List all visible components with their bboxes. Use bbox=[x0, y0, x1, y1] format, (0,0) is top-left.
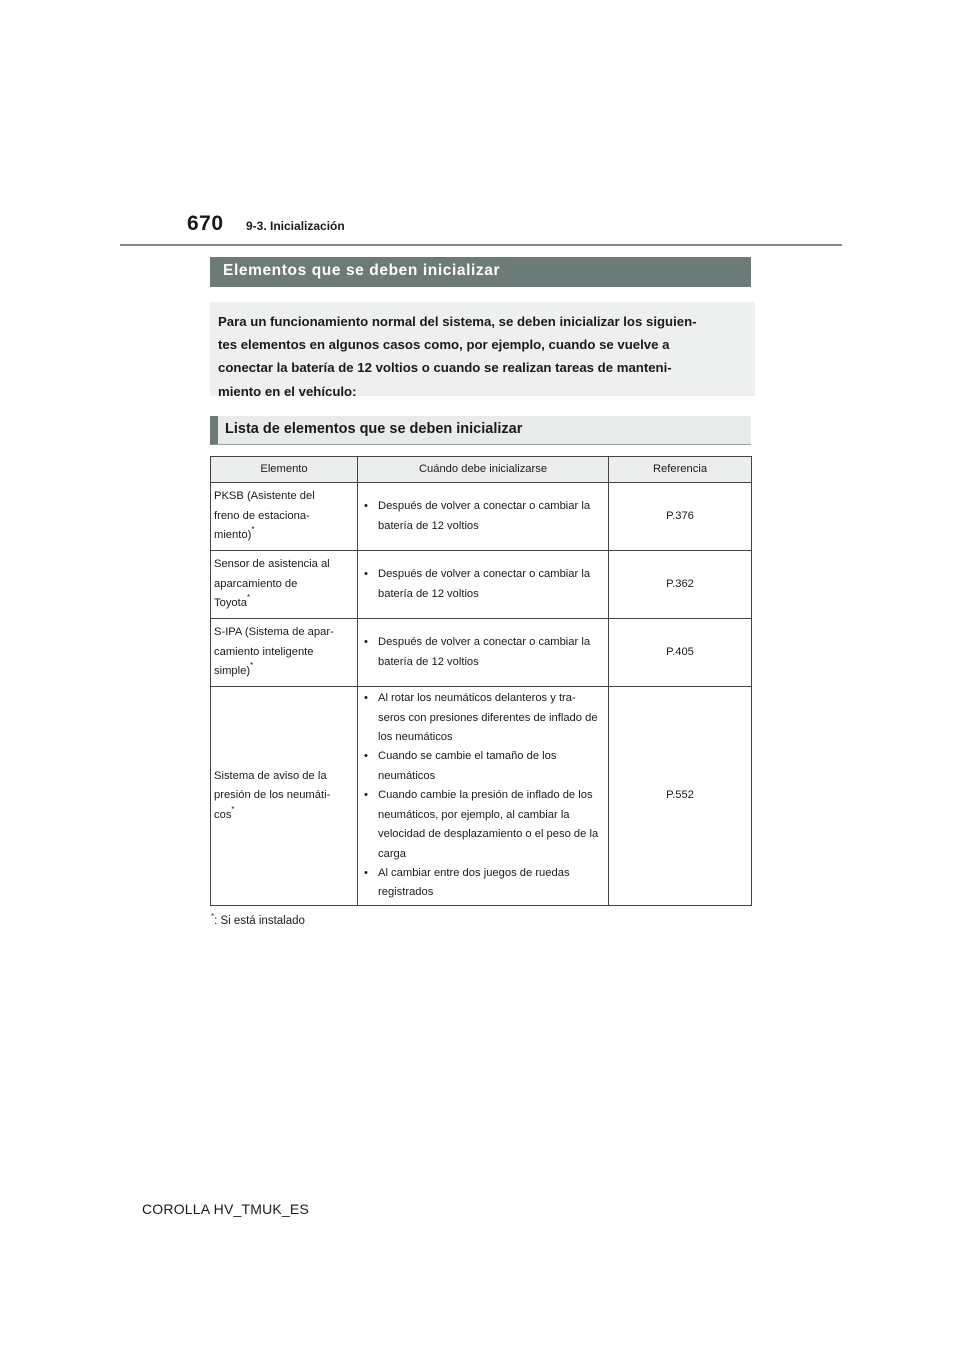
item-reference: P.362 bbox=[609, 551, 752, 619]
list-item: • Después de volver a conectar o cambiar la batería de 12 voltios bbox=[362, 565, 605, 604]
item-when bbox=[358, 551, 609, 619]
table-row bbox=[211, 551, 752, 619]
item-reference: P.376 bbox=[609, 483, 752, 551]
list-item: • Cuando cambie la presión de inflado de los neumáticos, por ejemplo, al cambiar la velocidad de desplazamiento o el peso de la carga bbox=[362, 786, 605, 864]
list-item: • Cuando se cambie el tamaño de los neumáticos bbox=[362, 747, 605, 786]
item-when bbox=[358, 619, 609, 687]
item-when bbox=[358, 483, 609, 551]
item-name: Sensor de asistencia al aparcamiento de Toyota* bbox=[211, 551, 358, 619]
footnote-mark: * bbox=[231, 804, 235, 814]
column-header-element: Elemento bbox=[211, 457, 358, 483]
item-name: Sistema de aviso de la presión de los neumáti- cos* bbox=[211, 687, 358, 906]
item-name: S-IPA (Sistema de apar- camiento inteligente simple)* bbox=[211, 619, 358, 687]
table-row bbox=[211, 483, 752, 551]
intro-line: Para un funcionamiento normal del sistema, se deben inicializar los siguien- bbox=[218, 314, 697, 329]
item-reference: P.552 bbox=[609, 687, 752, 906]
table-header-row bbox=[211, 457, 752, 483]
intro-line: conectar la batería de 12 voltios o cuando se realizan tareas de manteni- bbox=[218, 360, 672, 376]
page-number: 670 bbox=[187, 212, 224, 235]
column-header-when: Cuándo debe inicializarse bbox=[358, 457, 609, 483]
item-reference: P.405 bbox=[609, 619, 752, 687]
list-item: • Después de volver a conectar o cambiar la batería de 12 voltios bbox=[362, 497, 605, 536]
list-item: • Después de volver a conectar o cambiar la batería de 12 voltios bbox=[362, 633, 605, 672]
column-header-reference: Referencia bbox=[609, 457, 752, 483]
footnote-mark: * bbox=[251, 525, 255, 535]
footnote-mark: * bbox=[211, 912, 215, 921]
intro-line: tes elementos en algunos casos como, por ejemplo, cuando se vuelve a bbox=[218, 337, 670, 353]
footnote-mark: * bbox=[250, 661, 254, 671]
document-id: COROLLA HV_TMUK_ES bbox=[142, 1201, 309, 1217]
footnote-text: : Si está instalado bbox=[214, 914, 305, 927]
table-row bbox=[211, 619, 752, 687]
sub-heading: Lista de elementos que se deben inicializar bbox=[210, 416, 751, 445]
footnote bbox=[211, 912, 305, 927]
list-item: • Al cambiar entre dos juegos de ruedas registrados bbox=[362, 864, 605, 903]
intro-paragraph bbox=[210, 302, 755, 399]
item-name: PKSB (Asistente del freno de estaciona- miento)* bbox=[211, 483, 358, 551]
item-when bbox=[358, 687, 609, 906]
list-item: • Al rotar los neumáticos delanteros y tra- seros con presiones diferentes de inflado de los neumáticos bbox=[362, 689, 605, 747]
table-row bbox=[211, 687, 752, 906]
header-divider bbox=[120, 244, 842, 246]
initialization-table bbox=[210, 456, 752, 906]
section-title: 9-3. Inicialización bbox=[246, 219, 345, 233]
intro-line: miento en el vehículo: bbox=[218, 383, 357, 399]
footnote-mark: * bbox=[246, 593, 251, 603]
main-heading: Elementos que se deben inicializar bbox=[210, 257, 751, 287]
